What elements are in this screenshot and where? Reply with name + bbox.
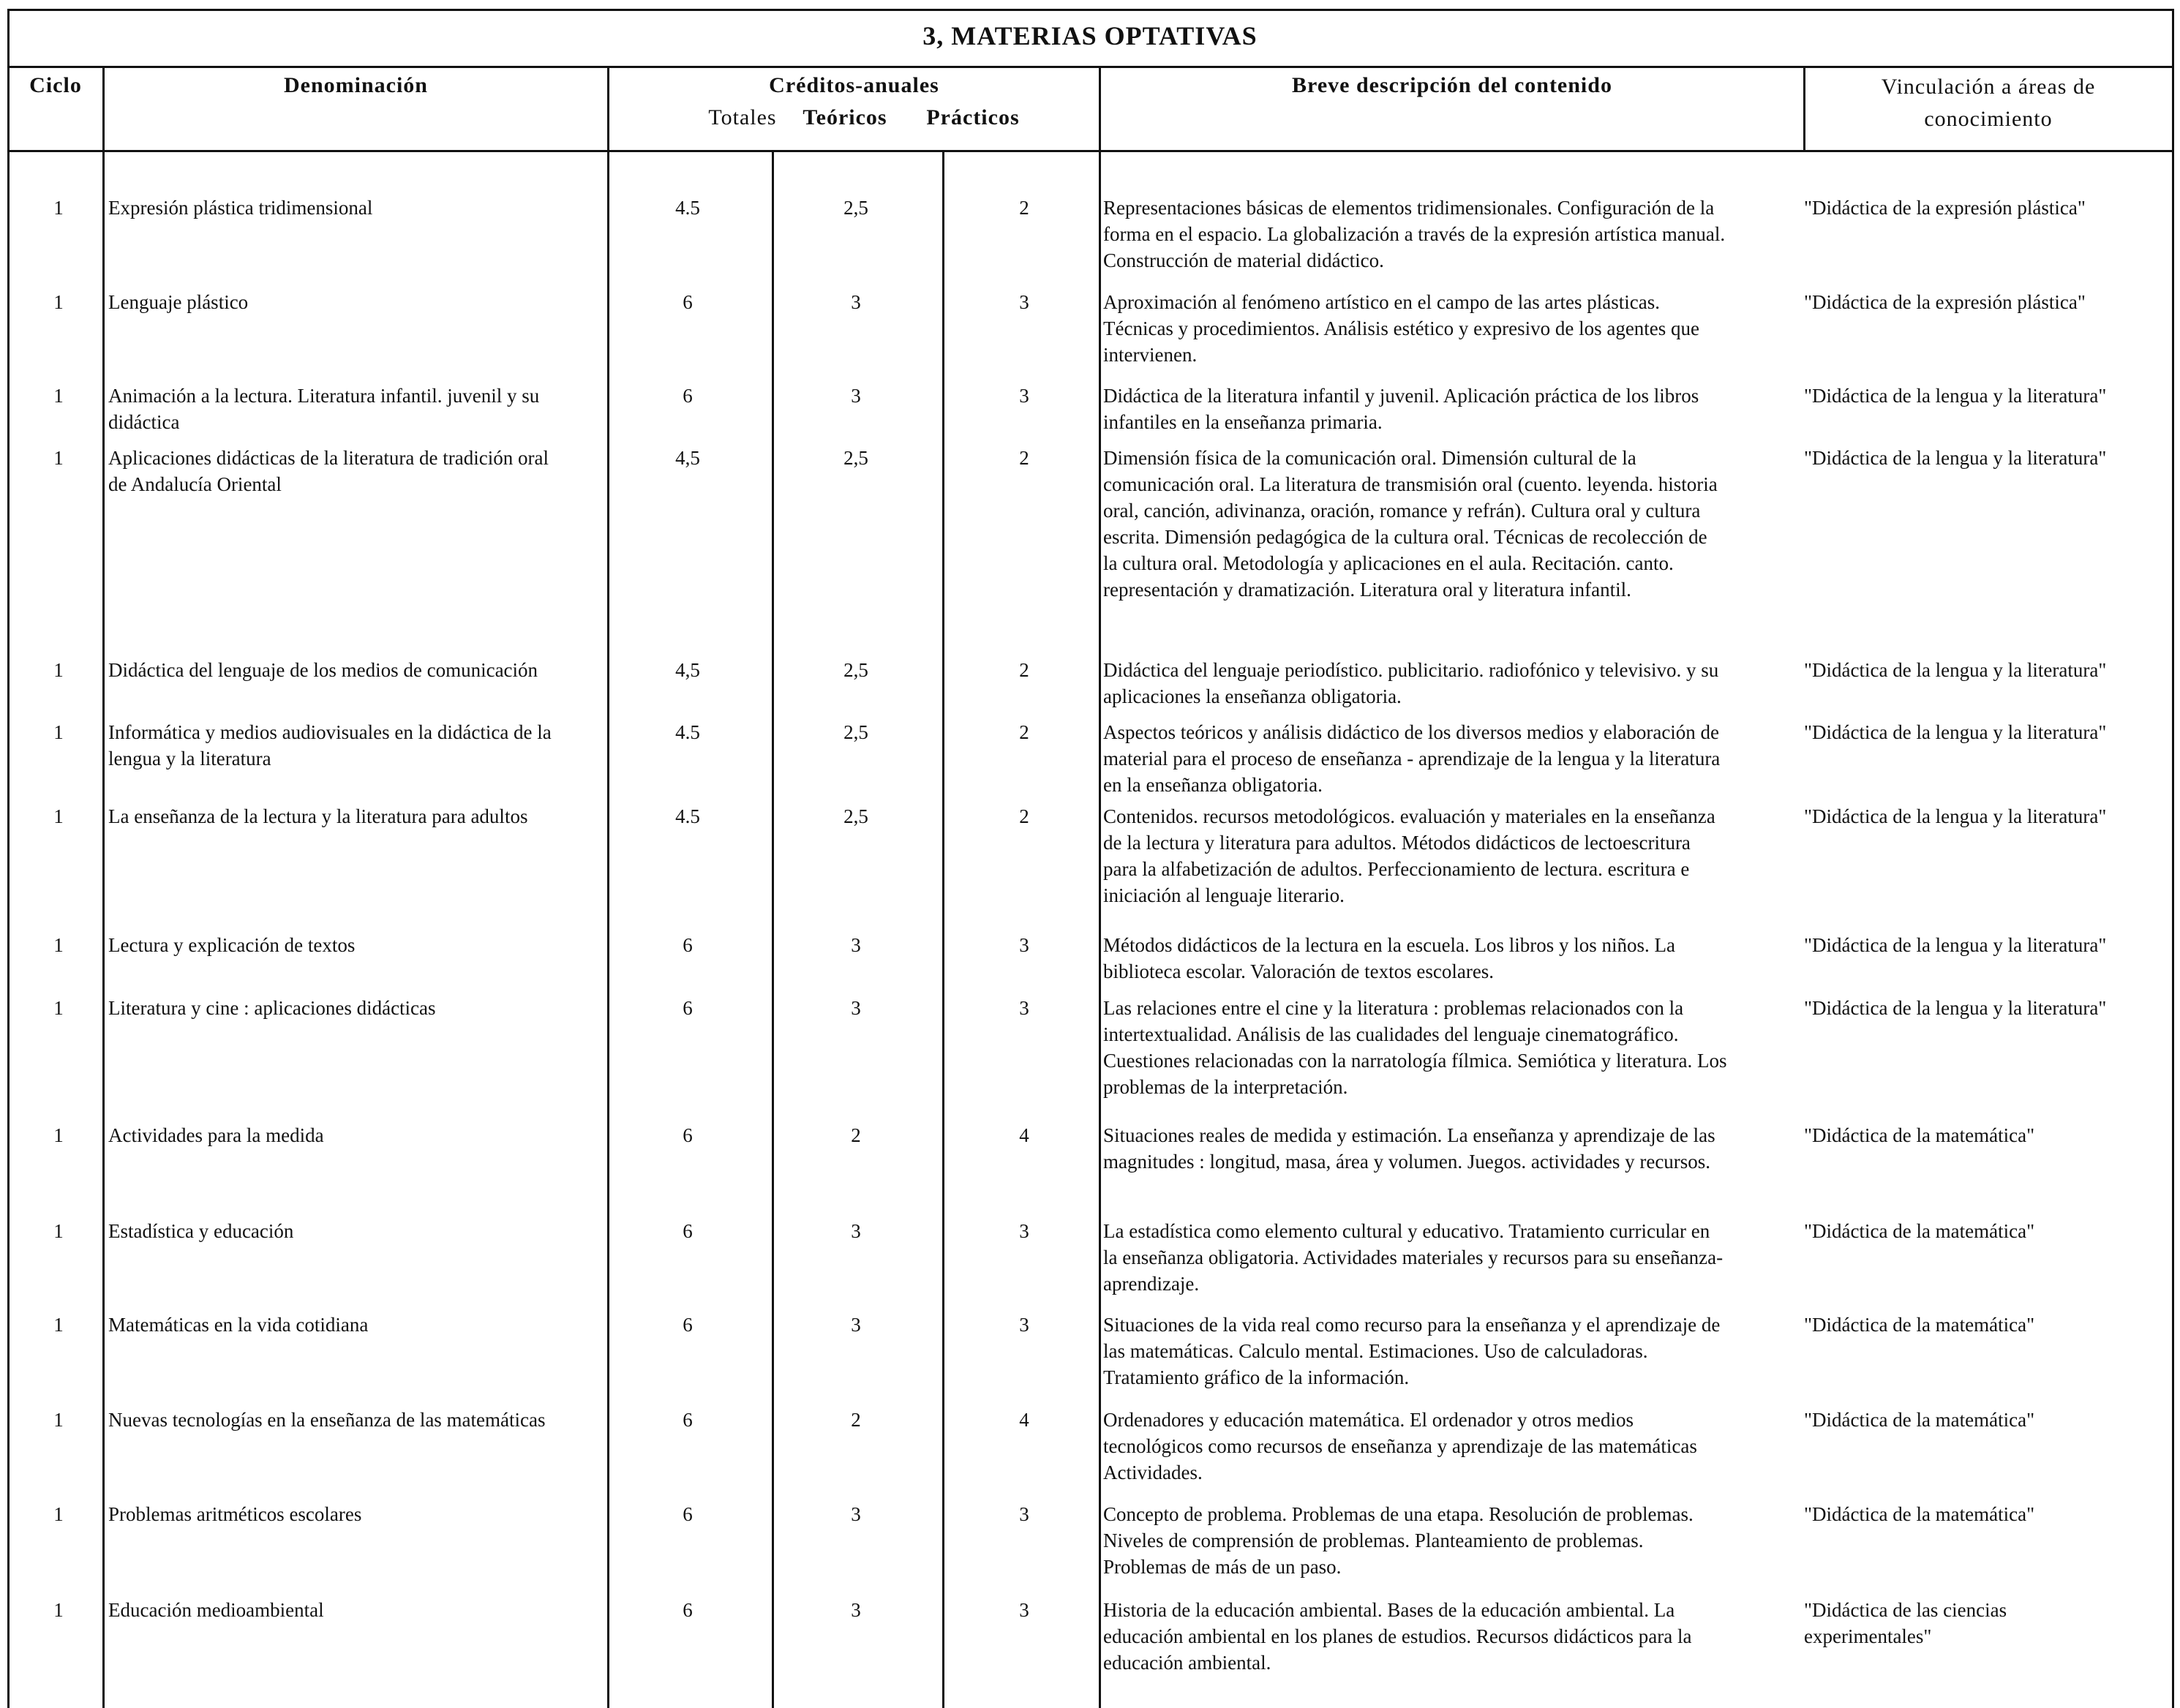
row-descripcion-line: Ordenadores y educación matemática. El ordenador y otros medios — [1103, 1409, 1634, 1431]
row-descripcion-line: la cultura oral. Metodología y aplicaciones en el aula. Recitación. canto. — [1103, 552, 1674, 574]
row-creditos-teoricos: 2,5 — [843, 805, 868, 827]
row-creditos-totales: 6 — [683, 1314, 693, 1336]
row-ciclo: 1 — [53, 197, 64, 219]
row-vinculacion: "Didáctica de la lengua y la literatura" — [1804, 659, 2107, 681]
row-descripcion-line: La estadística como elemento cultural y educativo. Tratamiento curricular en — [1103, 1220, 1710, 1242]
row-vinculacion: experimentales" — [1804, 1625, 1932, 1647]
row-descripcion-line: material para el proceso de enseñanza - aprendizaje de la lengua y la literatura — [1103, 748, 1721, 770]
row-descripcion-line: magnitudes : longitud, masa, área y volumen. Juegos. actividades y recursos. — [1103, 1151, 1711, 1173]
row-creditos-totales: 6 — [683, 1599, 693, 1621]
row-descripcion-line: Concepto de problema. Problemas de una etapa. Resolución de problemas. — [1103, 1503, 1694, 1525]
row-ciclo: 1 — [53, 1409, 64, 1431]
col-divider-teoricos — [942, 150, 944, 1708]
row-vinculacion: "Didáctica de la lengua y la literatura" — [1804, 385, 2107, 407]
row-vinculacion: "Didáctica de la expresión plástica" — [1804, 291, 2086, 313]
row-descripcion-line: educación ambiental en los planes de estudios. Recursos didácticos para la — [1103, 1625, 1692, 1647]
row-denominacion: de Andalucía Oriental — [108, 473, 282, 495]
row-descripcion-line: comunicación oral. La literatura de transmisión oral (cuento. leyenda. historia — [1103, 473, 1718, 495]
row-denominacion: Informática y medios audiovisuales en la didáctica de la — [108, 721, 552, 743]
row-denominacion: didáctica — [108, 411, 180, 433]
right-border — [2172, 9, 2174, 1708]
row-descripcion-line: Dimensión física de la comunicación oral. Dimensión cultural de la — [1103, 447, 1636, 469]
row-descripcion-line: intertextualidad. Análisis de las cualidades del lenguaje cinematográfico. — [1103, 1023, 1679, 1045]
row-denominacion: Lenguaje plástico — [108, 291, 249, 313]
row-creditos-practicos: 3 — [1019, 1314, 1029, 1336]
row-ciclo: 1 — [53, 291, 64, 313]
title-divider — [7, 66, 2174, 68]
row-creditos-totales: 4,5 — [675, 659, 700, 681]
row-creditos-practicos: 3 — [1019, 1503, 1029, 1525]
row-vinculacion: "Didáctica de la matemática" — [1804, 1314, 2035, 1336]
row-ciclo: 1 — [53, 1503, 64, 1525]
row-creditos-teoricos: 3 — [851, 997, 861, 1019]
row-denominacion: lengua y la literatura — [108, 748, 271, 770]
row-descripcion-line: Aproximación al fenómeno artístico en el campo de las artes plásticas. — [1103, 291, 1660, 313]
row-vinculacion: "Didáctica de las ciencias — [1804, 1599, 2007, 1621]
row-ciclo: 1 — [53, 385, 64, 407]
row-descripcion-line: Construcción de material didáctico. — [1103, 249, 1384, 271]
header-denominacion: Denominación — [283, 73, 428, 97]
row-descripcion-line: representación y dramatización. Literatura oral y literatura infantil. — [1103, 579, 1631, 601]
row-ciclo: 1 — [53, 1599, 64, 1621]
row-denominacion: Expresión plástica tridimensional — [108, 197, 373, 219]
header-descripcion: Breve descripción del contenido — [1292, 73, 1612, 97]
row-creditos-teoricos: 2,5 — [843, 197, 868, 219]
row-descripcion-line: la enseñanza obligatoria. Actividades materiales y recursos para su enseñanza- — [1103, 1246, 1724, 1268]
row-creditos-practicos: 2 — [1019, 197, 1029, 219]
row-creditos-practicos: 2 — [1019, 721, 1029, 743]
row-denominacion: Matemáticas en la vida cotidiana — [108, 1314, 369, 1336]
row-ciclo: 1 — [53, 934, 64, 956]
row-descripcion-line: Niveles de comprensión de problemas. Planteamiento de problemas. — [1103, 1530, 1644, 1551]
row-descripcion-line: Situaciones de la vida real como recurso para la enseñanza y el aprendizaje de — [1103, 1314, 1721, 1336]
row-descripcion-line: Historia de la educación ambiental. Bases de la educación ambiental. La — [1103, 1599, 1675, 1621]
row-denominacion: Nuevas tecnologías en la enseñanza de las matemáticas — [108, 1409, 546, 1431]
row-creditos-practicos: 3 — [1019, 385, 1029, 407]
row-descripcion-line: Métodos didácticos de la lectura en la escuela. Los libros y los niños. La — [1103, 934, 1676, 956]
row-descripcion-line: Técnicas y procedimientos. Análisis estético y expresivo de los agentes que — [1103, 317, 1700, 339]
row-descripcion-line: intervienen. — [1103, 344, 1198, 366]
row-descripcion-line: en la enseñanza obligatoria. — [1103, 774, 1323, 796]
row-denominacion: Lectura y explicación de textos — [108, 934, 356, 956]
row-creditos-practicos: 3 — [1019, 1220, 1029, 1242]
row-denominacion: Didáctica del lenguaje de los medios de comunicación — [108, 659, 538, 681]
row-creditos-teoricos: 3 — [851, 291, 861, 313]
col-divider-denominacion — [607, 66, 609, 1708]
header-ciclo: Ciclo — [29, 73, 82, 97]
row-creditos-practicos: 2 — [1019, 805, 1029, 827]
row-creditos-totales: 6 — [683, 934, 693, 956]
row-creditos-totales: 4.5 — [675, 805, 700, 827]
row-creditos-practicos: 3 — [1019, 934, 1029, 956]
row-creditos-practicos: 4 — [1019, 1124, 1029, 1146]
header-vinculacion-line2: conocimiento — [1924, 107, 2053, 131]
row-creditos-teoricos: 3 — [851, 1314, 861, 1336]
col-divider-ciclo — [102, 66, 105, 1708]
row-vinculacion: "Didáctica de la lengua y la literatura" — [1804, 721, 2107, 743]
row-denominacion: Literatura y cine : aplicaciones didácticas — [108, 997, 436, 1019]
row-descripcion-line: infantiles en la enseñanza primaria. — [1103, 411, 1383, 433]
row-vinculacion: "Didáctica de la expresión plástica" — [1804, 197, 2086, 219]
row-creditos-practicos: 2 — [1019, 447, 1029, 469]
row-creditos-practicos: 2 — [1019, 659, 1029, 681]
row-denominacion: Problemas aritméticos escolares — [108, 1503, 362, 1525]
row-creditos-teoricos: 3 — [851, 385, 861, 407]
row-vinculacion: "Didáctica de la matemática" — [1804, 1503, 2035, 1525]
row-vinculacion: "Didáctica de la lengua y la literatura" — [1804, 805, 2107, 827]
col-divider-totales — [772, 150, 774, 1708]
row-vinculacion: "Didáctica de la matemática" — [1804, 1220, 2035, 1242]
row-descripcion-line: Aspectos teóricos y análisis didáctico de los diversos medios y elaboración de — [1103, 721, 1720, 743]
row-descripcion-line: aprendizaje. — [1103, 1273, 1200, 1295]
row-descripcion-line: Contenidos. recursos metodológicos. evaluación y materiales en la enseñanza — [1103, 805, 1715, 827]
row-descripcion-line: Didáctica de la literatura infantil y juvenil. Aplicación práctica de los libros — [1103, 385, 1699, 407]
row-vinculacion: "Didáctica de la matemática" — [1804, 1409, 2035, 1431]
row-creditos-totales: 6 — [683, 385, 693, 407]
row-creditos-practicos: 3 — [1019, 291, 1029, 313]
row-creditos-teoricos: 2,5 — [843, 721, 868, 743]
row-denominacion: Educación medioambiental — [108, 1599, 324, 1621]
row-ciclo: 1 — [53, 805, 64, 827]
row-descripcion-line: problemas de la interpretación. — [1103, 1076, 1348, 1098]
row-ciclo: 1 — [53, 1314, 64, 1336]
row-denominacion: Actividades para la medida — [108, 1124, 324, 1146]
row-descripcion-line: las matemáticas. Calculo mental. Estimaciones. Uso de calculadoras. — [1103, 1340, 1648, 1362]
row-descripcion-line: Representaciones básicas de elementos tridimensionales. Configuración de la — [1103, 197, 1715, 219]
row-descripcion-line: Actividades. — [1103, 1461, 1203, 1483]
row-vinculacion: "Didáctica de la matemática" — [1804, 1124, 2035, 1146]
row-ciclo: 1 — [53, 1124, 64, 1146]
row-creditos-totales: 4.5 — [675, 197, 700, 219]
row-descripcion-line: de la lectura y literatura para adultos. Métodos didácticos de lectoescritura — [1103, 832, 1691, 854]
row-ciclo: 1 — [53, 447, 64, 469]
row-descripcion-line: escrita. Dimensión pedagógica de la cultura oral. Técnicas de recolección de — [1103, 526, 1707, 548]
row-denominacion: Animación a la lectura. Literatura infantil. juvenil y su — [108, 385, 540, 407]
left-border — [7, 9, 10, 1708]
row-ciclo: 1 — [53, 997, 64, 1019]
header-vinculacion: Vinculación a áreas de — [1881, 75, 2096, 99]
row-creditos-teoricos: 2 — [851, 1409, 861, 1431]
row-descripcion-line: Situaciones reales de medida y estimación. La enseñanza y aprendizaje de las — [1103, 1124, 1715, 1146]
row-creditos-practicos: 4 — [1019, 1409, 1029, 1431]
row-creditos-totales: 6 — [683, 997, 693, 1019]
row-ciclo: 1 — [53, 721, 64, 743]
row-descripcion-line: oral, canción, adivinanza, oración, romance y refrán). Cultura oral y cultura — [1103, 500, 1701, 522]
row-descripcion-line: Problemas de más de un paso. — [1103, 1556, 1342, 1578]
row-ciclo: 1 — [53, 659, 64, 681]
row-creditos-teoricos: 3 — [851, 1599, 861, 1621]
row-denominacion: Estadística y educación — [108, 1220, 294, 1242]
row-descripcion-line: iniciación al lenguaje literario. — [1103, 884, 1345, 906]
row-descripcion-line: para la alfabetización de adultos. Perfeccionamiento de lectura. escritura e — [1103, 858, 1690, 880]
row-descripcion-line: Tratamiento gráfico de la información. — [1103, 1366, 1410, 1388]
row-denominacion: La enseñanza de la lectura y la literatura para adultos — [108, 805, 528, 827]
top-border — [7, 9, 2174, 11]
row-creditos-teoricos: 3 — [851, 934, 861, 956]
row-vinculacion: "Didáctica de la lengua y la literatura" — [1804, 997, 2107, 1019]
row-creditos-totales: 4.5 — [675, 721, 700, 743]
row-ciclo: 1 — [53, 1220, 64, 1242]
header-divider — [7, 150, 2174, 152]
row-creditos-totales: 6 — [683, 1503, 693, 1525]
row-descripcion-line: biblioteca escolar. Valoración de textos escolares. — [1103, 960, 1495, 982]
row-descripcion-line: Cuestiones relacionadas con la narratología fílmica. Semiótica y literatura. Los — [1103, 1050, 1727, 1072]
header-creditos: Créditos-anuales — [769, 73, 939, 97]
row-creditos-teoricos: 2,5 — [843, 659, 868, 681]
row-descripcion-line: forma en el espacio. La globalización a través de la expresión artística manual. — [1103, 223, 1726, 245]
page-title: 3, MATERIAS OPTATIVAS — [922, 21, 1258, 50]
row-creditos-practicos: 3 — [1019, 997, 1029, 1019]
row-creditos-teoricos: 2 — [851, 1124, 861, 1146]
row-creditos-totales: 6 — [683, 291, 693, 313]
row-creditos-teoricos: 3 — [851, 1503, 861, 1525]
row-vinculacion: "Didáctica de la lengua y la literatura" — [1804, 447, 2107, 469]
row-creditos-totales: 6 — [683, 1124, 693, 1146]
row-creditos-practicos: 3 — [1019, 1599, 1029, 1621]
row-descripcion-line: aplicaciones la enseñanza obligatoria. — [1103, 685, 1402, 707]
row-descripcion-line: educación ambiental. — [1103, 1652, 1271, 1674]
row-vinculacion: "Didáctica de la lengua y la literatura" — [1804, 934, 2107, 956]
header-practicos: Prácticos — [926, 105, 1020, 129]
row-creditos-teoricos: 3 — [851, 1220, 861, 1242]
row-creditos-totales: 6 — [683, 1220, 693, 1242]
row-creditos-totales: 4,5 — [675, 447, 700, 469]
header-totales: Totales — [708, 105, 777, 129]
row-creditos-totales: 6 — [683, 1409, 693, 1431]
header-teoricos: Teóricos — [803, 105, 887, 129]
row-creditos-teoricos: 2,5 — [843, 447, 868, 469]
row-descripcion-line: Didáctica del lenguaje periodístico. publicitario. radiofónico y televisivo. y su — [1103, 659, 1719, 681]
row-descripcion-line: Las relaciones entre el cine y la literatura : problemas relacionados con la — [1103, 997, 1684, 1019]
row-descripcion-line: tecnológicos como recursos de enseñanza y aprendizaje de las matemáticas — [1103, 1435, 1697, 1457]
col-divider-creditos — [1099, 66, 1101, 1708]
row-denominacion: Aplicaciones didácticas de la literatura de tradición oral — [108, 447, 549, 469]
